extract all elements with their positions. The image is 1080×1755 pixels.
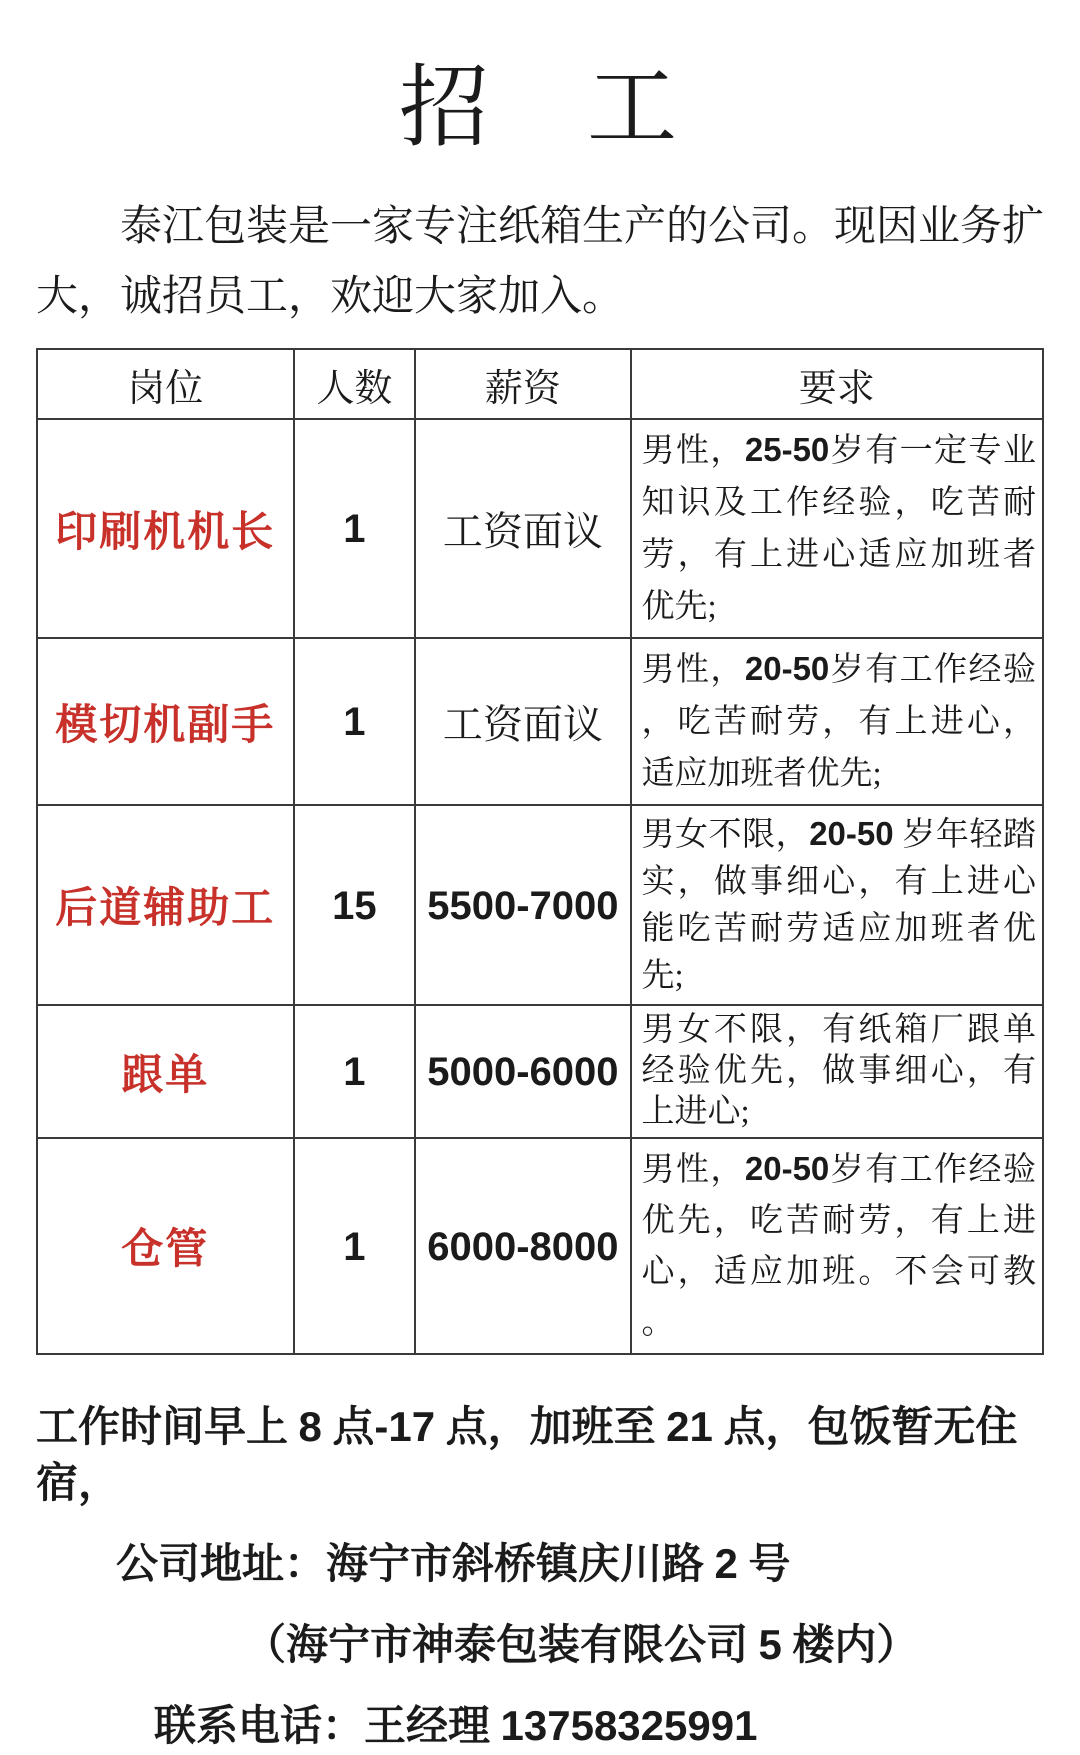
header-cell-requirements: 要求: [631, 349, 1043, 419]
job-headcount-cell: 1: [294, 1005, 416, 1138]
job-row: [37, 1138, 1043, 1354]
page-title: 招 工: [399, 59, 681, 158]
job-row: [37, 638, 1043, 805]
job-position-cell: 后道辅助工: [37, 805, 294, 1005]
job-headcount-cell: 1: [294, 1138, 416, 1354]
jobs-table: [36, 348, 1044, 1355]
job-headcount-cell: 15: [294, 805, 416, 1005]
job-salary-cell: 工资面议: [415, 419, 630, 638]
job-position-cell: 仓管: [37, 1138, 294, 1354]
job-row: [37, 805, 1043, 1005]
header-cell-headcount: 人数: [294, 349, 416, 419]
job-position-cell: 模切机副手: [37, 638, 294, 805]
table-header-row: [37, 349, 1043, 419]
job-requirements-cell: 男性，20-50岁有工作经验，吃苦耐劳，有上进心，适应加班者优先;: [631, 638, 1043, 805]
header-cell-salary: 薪资: [415, 349, 630, 419]
job-salary-cell: 5000-6000: [415, 1005, 630, 1138]
job-salary-cell: 5500-7000: [415, 805, 630, 1005]
job-requirements-cell: 男女不限，20-50 岁年轻踏实，做事细心，有上进心能吃苦耐劳适应加班者优先;: [631, 805, 1043, 1005]
job-requirements-cell: 男性，25-50岁有一定专业知识及工作经验，吃苦耐劳，有上进心适应加班者优先;: [631, 419, 1043, 638]
address-line: 公司地址：海宁市斜桥镇庆川路 2 号: [116, 1540, 791, 1588]
jobs-table-body: [37, 419, 1043, 1354]
header-cell-position: 岗位: [37, 349, 294, 419]
job-requirements-cell: 男女不限，有纸箱厂跟单经验优先，做事细心，有上进心;: [631, 1005, 1043, 1138]
building-line: （海宁市神泰包装有限公司 5 楼内）: [244, 1621, 919, 1669]
job-requirements-cell: 男性，20-50岁有工作经验优先，吃苦耐劳，有上进心，适应加班。不会可教。: [631, 1138, 1043, 1354]
job-salary-cell: 6000-8000: [415, 1138, 630, 1354]
job-headcount-cell: 1: [294, 638, 416, 805]
intro-paragraph: 泰江包装是一家专注纸箱生产的公司。现因业务扩大，诚招员工，欢迎大家加入。: [36, 204, 1045, 320]
job-salary-cell: 工资面议: [415, 638, 630, 805]
job-headcount-cell: 1: [294, 419, 416, 638]
work-hours-line: 工作时间早上 8 点-17 点，加班至 21 点，包饭暂无住宿，: [36, 1403, 1018, 1507]
job-row: [37, 1005, 1043, 1138]
contact-phone-line: 联系电话：王经理 13758325991: [154, 1702, 758, 1750]
job-row: [37, 419, 1043, 638]
job-position-cell: 印刷机机长: [37, 419, 294, 638]
footer-section: [36, 1399, 1044, 1755]
job-position-cell: 跟单: [37, 1005, 294, 1138]
